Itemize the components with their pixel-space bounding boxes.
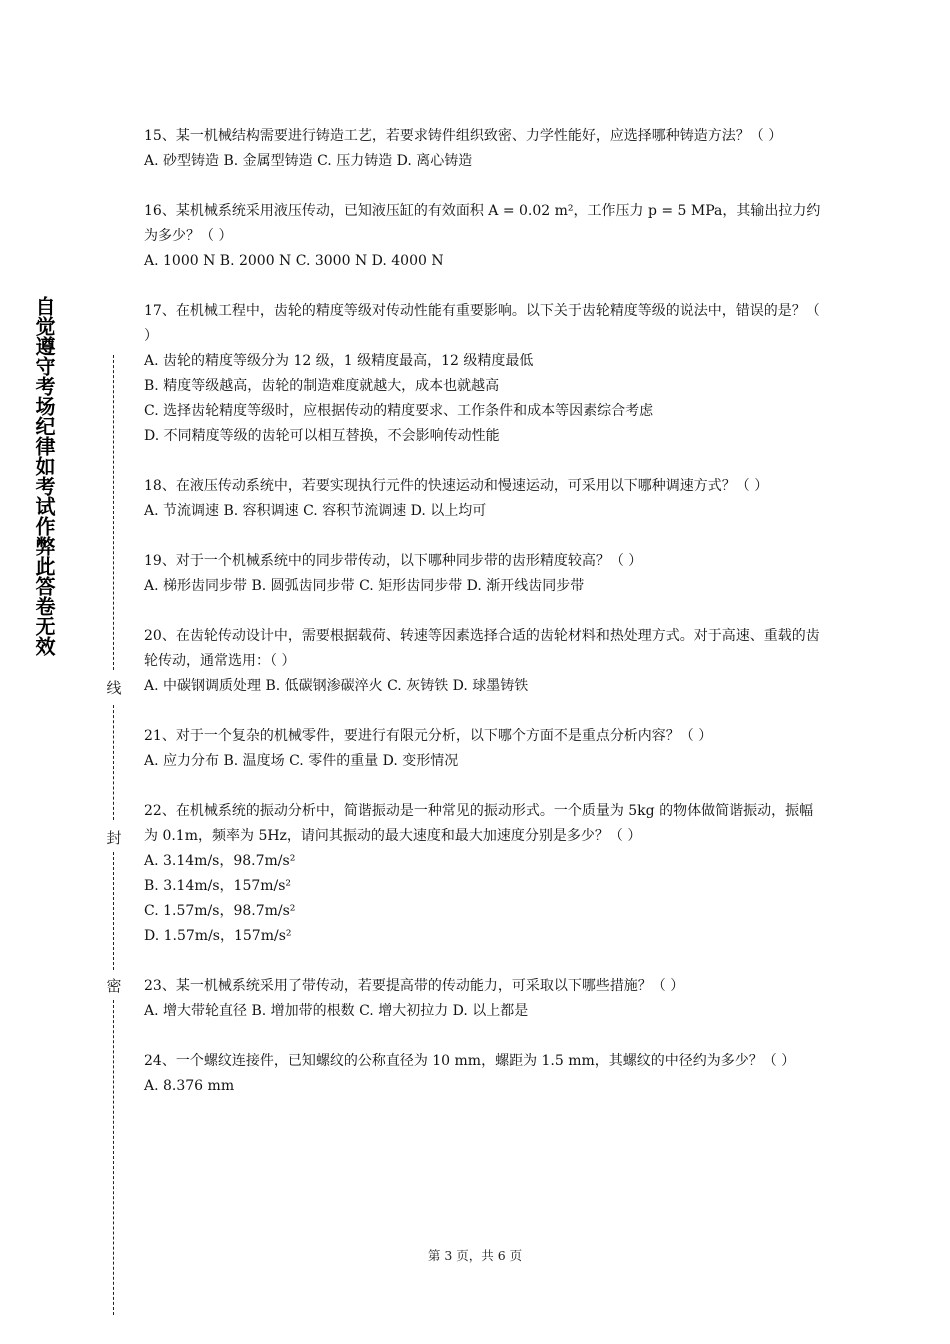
- option-line: A. 8.376 mm: [144, 1078, 235, 1094]
- question-options: [144, 149, 824, 174]
- question-stem: 19、对于一个机械系统中的同步带传动，以下哪种同步带的齿形精度较高？（ ）: [144, 553, 643, 569]
- question-17: [144, 299, 824, 449]
- option-line: A. 砂型铸造 B. 金属型铸造 C. 压力铸造 D. 离心铸造: [144, 153, 473, 169]
- question-list: [144, 124, 824, 1124]
- question-options: [144, 249, 824, 274]
- option-line: A. 1000 N B. 2000 N C. 3000 N D. 4000 N: [144, 253, 444, 269]
- question-stem: 21、对于一个复杂的机械零件，要进行有限元分析，以下哪个方面不是重点分析内容？（ ）: [144, 728, 713, 744]
- question-options: [144, 1074, 824, 1099]
- option-line: C. 选择齿轮精度等级时，应根据传动的精度要求、工作条件和成本等因素综合考虑: [144, 403, 654, 419]
- binding-mark-line: 线: [106, 679, 122, 697]
- binding-dashed-line: [113, 1000, 114, 1315]
- question-15: [144, 124, 824, 174]
- binding-mark-secret: 密: [106, 977, 122, 995]
- question-20: [144, 624, 824, 699]
- question-22: [144, 799, 824, 949]
- question-options: [144, 999, 824, 1024]
- exam-discipline-notice: 自觉遵守考场纪律如考试作弊此答卷无效: [32, 296, 56, 656]
- question-23: [144, 974, 824, 1024]
- question-options: [144, 674, 824, 699]
- question-stem: 22、在机械系统的振动分析中，简谐振动是一种常见的振动形式。一个质量为 5kg 的物体做简谐振动，振幅为 0.1m，频率为 5Hz，请问其振动的最大速度和最大加速度分别是多少？（ ）: [144, 803, 814, 844]
- question-stem: 15、某一机械结构需要进行铸造工艺，若要求铸件组织致密、力学性能好，应选择哪种铸造方法？（ ）: [144, 128, 783, 144]
- option-line: A. 3.14m/s，98.7m/s²: [144, 853, 296, 869]
- question-options: [144, 499, 824, 524]
- binding-dashed-line: [113, 705, 114, 820]
- question-options: [144, 749, 824, 774]
- option-line: B. 精度等级越高，齿轮的制造难度就越大，成本也就越高: [144, 378, 500, 394]
- option-line: A. 应力分布 B. 温度场 C. 零件的重量 D. 变形情况: [144, 753, 459, 769]
- question-24: [144, 1049, 824, 1099]
- option-line: A. 梯形齿同步带 B. 圆弧齿同步带 C. 矩形齿同步带 D. 渐开线齿同步带: [144, 578, 585, 594]
- question-stem: 16、某机械系统采用液压传动，已知液压缸的有效面积 A = 0.02 m²，工作压力 p = 5 MPa，其输出拉力约为多少？（ ）: [144, 203, 821, 244]
- question-21: [144, 724, 824, 774]
- question-stem: 20、在齿轮传动设计中，需要根据载荷、转速等因素选择合适的齿轮材料和热处理方式。对于高速、重载的齿轮传动，通常选用：（ ）: [144, 628, 820, 669]
- option-line: A. 增大带轮直径 B. 增加带的根数 C. 增大初拉力 D. 以上都是: [144, 1003, 529, 1019]
- binding-mark-seal: 封: [106, 829, 122, 847]
- option-line: D. 1.57m/s，157m/s²: [144, 928, 292, 944]
- option-line: A. 中碳钢调质处理 B. 低碳钢渗碳淬火 C. 灰铸铁 D. 球墨铸铁: [144, 678, 529, 694]
- question-18: [144, 474, 824, 524]
- question-options: [144, 849, 824, 949]
- option-line: A. 节流调速 B. 容积调速 C. 容积节流调速 D. 以上均可: [144, 503, 487, 519]
- question-stem: 17、在机械工程中，齿轮的精度等级对传动性能有重要影响。以下关于齿轮精度等级的说法中，错误的是？（ ）: [144, 303, 820, 344]
- question-stem: 24、一个螺纹连接件，已知螺纹的公称直径为 10 mm，螺距为 1.5 mm，其螺纹的中径约为多少？（ ）: [144, 1053, 796, 1069]
- question-19: [144, 549, 824, 599]
- question-stem: 18、在液压传动系统中，若要实现执行元件的快速运动和慢速运动，可采用以下哪种调速方式？（ ）: [144, 478, 769, 494]
- binding-dashed-line: [113, 355, 114, 670]
- option-line: A. 齿轮的精度等级分为 12 级，1 级精度最高，12 级精度最低: [144, 353, 534, 369]
- option-line: D. 不同精度等级的齿轮可以相互替换，不会影响传动性能: [144, 428, 500, 444]
- option-line: C. 1.57m/s，98.7m/s²: [144, 903, 296, 919]
- question-16: [144, 199, 824, 274]
- question-options: [144, 574, 824, 599]
- binding-dashed-line: [113, 852, 114, 970]
- page-footer: 第 3 页，共 6 页: [427, 1248, 523, 1263]
- option-line: B. 3.14m/s，157m/s²: [144, 878, 292, 894]
- question-options: [144, 349, 824, 449]
- question-stem: 23、某一机械系统采用了带传动，若要提高带的传动能力，可采取以下哪些措施？（ ）: [144, 978, 685, 994]
